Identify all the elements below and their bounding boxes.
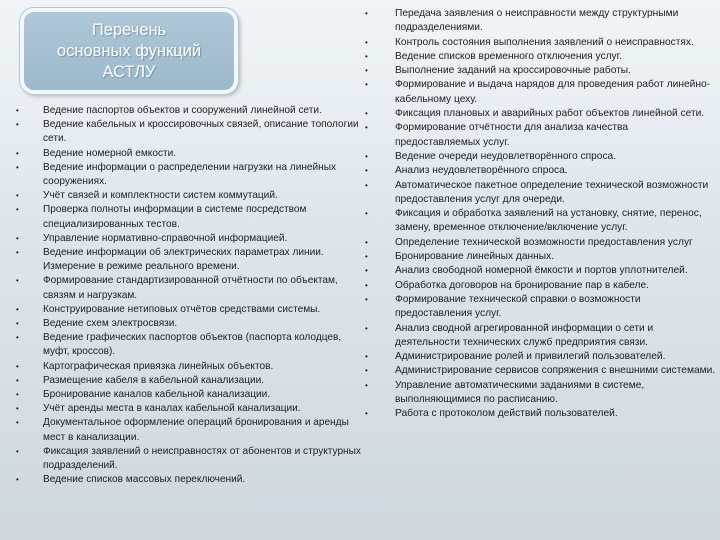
- bullet-icon: •: [365, 366, 368, 376]
- bullet-icon: •: [16, 233, 19, 243]
- list-item: [362, 250, 716, 264]
- bullet-icon: •: [365, 51, 368, 61]
- bullet-icon: •: [365, 9, 368, 18]
- bullet-icon: •: [365, 294, 368, 304]
- bullet-icon: •: [365, 266, 368, 276]
- bullet-icon: •: [365, 180, 368, 190]
- bullet-icon: •: [365, 166, 368, 176]
- bullet-icon: •: [365, 37, 368, 47]
- list-item-text: Бронирование линейных данных.: [395, 251, 555, 263]
- list-item: [14, 445, 366, 473]
- list-item-text: Ведение схем электросвязи.: [43, 318, 178, 330]
- list-item: [14, 118, 366, 146]
- bullet-icon: •: [365, 109, 368, 119]
- list-item: [362, 150, 716, 164]
- list-item: [362, 121, 716, 150]
- bullet-icon: •: [365, 151, 368, 161]
- list-item: [362, 64, 716, 78]
- bullet-icon: •: [365, 380, 368, 390]
- list-item-text: Выполнение заданий на кроссировочные работы.: [395, 65, 631, 77]
- list-item: [14, 303, 366, 317]
- list-item-text: Формирование отчётности для анализа качества предоставляемых услуг.: [395, 122, 629, 148]
- list-item-text: Учёт аренды места в каналах кабельной канализации.: [43, 403, 301, 415]
- list-item-text: Конструирование нетиповых отчётов средствами системы.: [43, 303, 321, 315]
- list-item-text: Анализ неудовлетворённого спроса.: [395, 165, 568, 177]
- list-item-text: Документальное оформление операций бронирования и аренды мест в канализации.: [43, 417, 349, 443]
- list-item: [362, 322, 716, 351]
- list-item: [362, 279, 716, 293]
- bullet-icon: •: [16, 404, 19, 414]
- bullet-icon: •: [16, 446, 19, 456]
- list-item: [362, 7, 716, 36]
- page-title: Перечень основных функций АСТЛУ: [56, 20, 202, 81]
- list-item-text: Анализ свободной номерной ёмкости и портов уплотнителей.: [395, 265, 688, 277]
- list-item: [14, 473, 366, 487]
- list-item-text: Фиксация и обработка заявлений на установку, снятие, перенос, замену, временное отключение/включение услуг.: [395, 208, 702, 234]
- list-item-text: Учёт связей и комплектности систем коммутаций.: [43, 190, 278, 202]
- list-item: [362, 407, 716, 421]
- bullet-icon: •: [16, 205, 19, 215]
- list-item: [362, 364, 716, 378]
- list-item: [362, 264, 716, 278]
- list-item: [14, 374, 366, 388]
- list-item: [14, 274, 366, 302]
- list-item: [14, 317, 366, 331]
- list-item-text: Ведение очереди неудовлетворённого спроса.: [395, 150, 617, 162]
- list-item-text: Ведение номерной емкости.: [43, 147, 177, 159]
- list-item: [362, 236, 716, 250]
- bullet-icon: •: [365, 409, 368, 419]
- list-item: [362, 207, 716, 236]
- list-item: [14, 147, 366, 161]
- list-item: [362, 164, 716, 178]
- list-item-text: Ведение паспортов объектов и сооружений линейной сети.: [43, 105, 322, 116]
- bullet-icon: •: [16, 319, 19, 329]
- list-item: [362, 36, 716, 50]
- bullet-icon: •: [16, 248, 19, 258]
- bullet-icon: •: [365, 80, 368, 90]
- list-item-text: Определение технической возможности предоставления услуг: [395, 236, 693, 248]
- list-item-text: Размещение кабеля в кабельной канализации.: [43, 374, 265, 386]
- bullet-icon: •: [16, 390, 19, 400]
- list-item-text: Передача заявления о неисправности между структурными подразделениями.: [395, 8, 679, 34]
- list-item-text: Ведение кабельных и кроссировочных связей, описание топологии сети.: [43, 119, 359, 145]
- list-item-text: Бронирование каналов кабельной канализации.: [43, 389, 271, 401]
- bullet-icon: •: [365, 66, 368, 76]
- bullet-icon: •: [16, 106, 19, 115]
- list-item-text: Контроль состояния выполнения заявлений о неисправностях.: [395, 36, 694, 48]
- list-item: [362, 50, 716, 64]
- bullet-icon: •: [16, 418, 19, 428]
- bullet-icon: •: [16, 148, 19, 158]
- list-item-text: Автоматическое пакетное определение технической возможности предоставления услуг для очереди.: [395, 179, 709, 205]
- bullet-icon: •: [16, 361, 19, 371]
- list-item: [362, 179, 716, 208]
- bullet-icon: •: [16, 475, 19, 485]
- bullet-icon: •: [16, 120, 19, 130]
- list-item-text: Формирование и выдача нарядов для проведения работ линейно-кабельному цеху.: [395, 79, 711, 105]
- list-item-text: Ведение графических паспортов объектов (паспорта колодцев, муфт, кроссов).: [43, 332, 342, 358]
- list-item: [14, 189, 366, 203]
- bullet-icon: •: [365, 123, 368, 133]
- bullet-icon: •: [16, 191, 19, 201]
- right-function-list: [362, 7, 716, 422]
- list-item-text: Администрирование ролей и привилегий пользователей.: [395, 351, 666, 363]
- bullet-icon: •: [16, 276, 19, 286]
- list-item: [14, 331, 366, 359]
- list-item: [14, 161, 366, 189]
- list-item-text: Управление автоматическими заданиями в системе, выполняющимися по расписанию.: [395, 379, 645, 406]
- list-item-text: Формирование стандартизированной отчётности по объектам, связям и нагрузкам.: [43, 275, 338, 301]
- list-item: [362, 78, 716, 107]
- bullet-icon: •: [16, 162, 19, 172]
- bullet-icon: •: [365, 209, 368, 219]
- list-item: [14, 203, 366, 231]
- list-item-text: Анализ сводной агрегированной информации о сети и деятельности технических служб предприятия связи.: [395, 322, 654, 348]
- bullet-icon: •: [365, 323, 368, 333]
- list-item-text: Картографическая привязка линейных объектов.: [43, 360, 274, 372]
- bullet-icon: •: [16, 333, 19, 343]
- list-item: [14, 416, 366, 444]
- left-function-list: [14, 104, 366, 487]
- list-item: [14, 360, 366, 374]
- bullet-icon: •: [365, 237, 368, 247]
- list-item-text: Ведение списков массовых переключений.: [43, 474, 246, 486]
- list-item-text: Администрирование сервисов сопряжения с внешними системами.: [395, 365, 716, 377]
- bullet-icon: •: [16, 375, 19, 385]
- list-item: [362, 107, 716, 121]
- bullet-icon: •: [365, 252, 368, 262]
- list-item: [14, 232, 366, 246]
- list-item: [14, 104, 366, 118]
- list-item-text: Проверка полноты информации в системе посредством специализированных тестов.: [43, 204, 307, 230]
- list-item-text: Ведение списков временного отключения услуг.: [395, 50, 622, 62]
- list-item: [362, 293, 716, 322]
- bullet-icon: •: [365, 352, 368, 362]
- bullet-icon: •: [365, 280, 368, 290]
- title-box: [20, 8, 238, 94]
- list-item-text: Управление нормативно-справочной информацией.: [43, 232, 288, 244]
- list-item-text: Обработка договоров на бронирование пар в кабеле.: [395, 279, 649, 291]
- list-item: [14, 388, 366, 402]
- list-item: [14, 246, 366, 274]
- list-item-text: Фиксация заявлений о неисправностях от абонентов и структурных подразделений.: [43, 445, 361, 472]
- list-item: [362, 379, 716, 408]
- list-item-text: Ведение информации о распределении нагрузки на линейных сооружениях.: [43, 161, 337, 188]
- list-item-text: Фиксация плановых и аварийных работ объектов линейной сети.: [395, 108, 705, 120]
- list-item-text: Работа с протоколом действий пользователей.: [395, 408, 618, 420]
- list-item: [362, 350, 716, 364]
- list-item-text: Формирование технической справки о возможности предоставления услуг.: [395, 293, 641, 320]
- list-item: [14, 402, 366, 416]
- bullet-icon: •: [16, 304, 19, 314]
- list-item-text: Ведение информации об электрических параметрах линии. Измерение в режиме реального времени.: [43, 247, 324, 273]
